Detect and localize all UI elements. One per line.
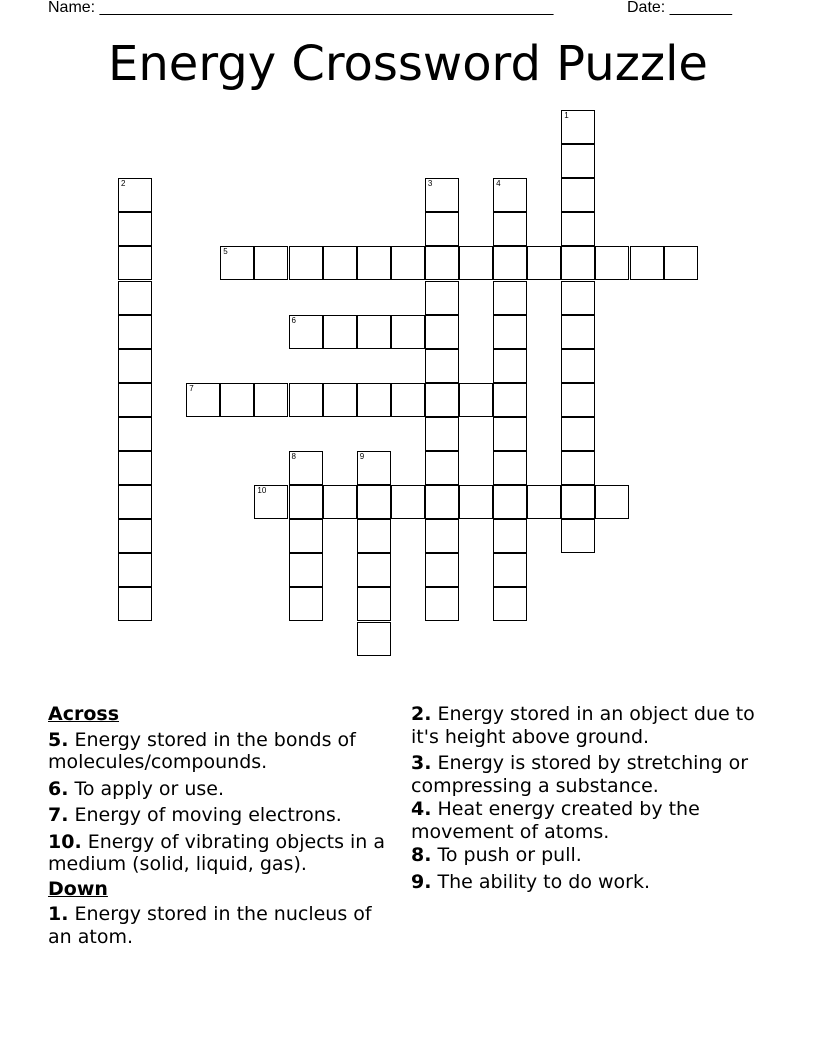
crossword-cell[interactable] (561, 451, 595, 485)
crossword-cell[interactable] (357, 519, 391, 553)
crossword-cell[interactable] (425, 587, 459, 621)
crossword-cell[interactable] (561, 281, 595, 315)
crossword-cell[interactable] (493, 519, 527, 553)
clue-across-5 (48, 729, 393, 774)
crossword-cell[interactable] (630, 246, 664, 280)
crossword-cell[interactable] (289, 383, 323, 417)
crossword-cell[interactable] (493, 417, 527, 451)
crossword-cell[interactable] (561, 144, 595, 178)
crossword-cell[interactable] (289, 315, 323, 349)
crossword-cell[interactable] (561, 246, 595, 280)
clues-column-right (411, 703, 756, 897)
crossword-cell[interactable] (289, 485, 323, 519)
crossword-cell[interactable] (357, 246, 391, 280)
crossword-cell[interactable] (527, 485, 561, 519)
cell-number: 1 (564, 111, 569, 120)
cell-number: 10 (257, 486, 267, 496)
crossword-cell[interactable] (595, 246, 629, 280)
clues-column-left (48, 703, 393, 952)
clue-text: Energy of vibrating objects in a medium (solid, liquid, gas). (48, 830, 386, 875)
crossword-cell[interactable] (493, 587, 527, 621)
clue-number: 9. (411, 870, 432, 893)
page-title: Energy Crossword Puzzle (108, 36, 708, 92)
crossword-cell[interactable] (289, 519, 323, 553)
clue-down-1 (48, 903, 393, 948)
crossword-cell[interactable] (357, 485, 391, 519)
crossword-cell[interactable] (357, 383, 391, 417)
name-field-label: Name: ___________________________________________________ (48, 0, 554, 16)
crossword-cell[interactable] (561, 383, 595, 417)
crossword-cell[interactable] (561, 417, 595, 451)
clue-down-3 (411, 752, 756, 797)
crossword-cell[interactable] (425, 349, 459, 383)
crossword-cell[interactable] (118, 485, 152, 519)
crossword-cell[interactable] (527, 246, 561, 280)
crossword-cell[interactable] (493, 553, 527, 587)
crossword-cell[interactable] (425, 178, 459, 212)
crossword-cell[interactable] (561, 178, 595, 212)
crossword-cell[interactable] (118, 451, 152, 485)
clue-number: 4. (411, 798, 432, 820)
crossword-cell[interactable] (357, 553, 391, 587)
crossword-cell[interactable] (493, 451, 527, 485)
crossword-cell[interactable] (391, 315, 425, 349)
clue-number: 8. (411, 844, 432, 866)
crossword-cell[interactable] (289, 451, 323, 485)
crossword-cell[interactable] (493, 281, 527, 315)
cell-number: 3 (427, 179, 433, 189)
crossword-cell[interactable] (391, 246, 425, 280)
crossword-cell[interactable] (425, 485, 459, 519)
crossword-cell[interactable] (425, 519, 459, 553)
clue-across-7 (48, 804, 393, 827)
clue-number: 2. (411, 703, 432, 725)
crossword-cell[interactable] (357, 451, 391, 485)
crossword-cell[interactable] (459, 485, 493, 519)
crossword-cell[interactable] (425, 246, 459, 280)
crossword-cell[interactable] (459, 383, 493, 417)
crossword-cell[interactable] (561, 519, 595, 553)
crossword-cell[interactable] (425, 315, 459, 349)
crossword-cell[interactable] (254, 246, 288, 280)
crossword-cell[interactable] (664, 246, 698, 280)
crossword-cell[interactable] (493, 315, 527, 349)
clue-across-10 (48, 831, 393, 876)
crossword-cell[interactable] (118, 281, 152, 315)
crossword-cell[interactable] (561, 349, 595, 383)
date-field-label: Date: _______ (627, 0, 732, 16)
crossword-cell[interactable] (493, 349, 527, 383)
crossword-cell[interactable] (220, 246, 254, 280)
crossword-cell[interactable] (118, 246, 152, 280)
crossword-cell[interactable] (118, 212, 152, 246)
crossword-cell[interactable] (118, 519, 152, 553)
clue-down-8 (411, 844, 756, 867)
crossword-cell[interactable] (391, 485, 425, 519)
clue-text: Energy of moving electrons. (74, 804, 342, 826)
crossword-cell[interactable] (357, 587, 391, 621)
crossword-cell[interactable] (425, 417, 459, 451)
crossword-cell[interactable] (561, 315, 595, 349)
clue-number: 5. (48, 728, 69, 751)
clue-text: The ability to do work. (437, 870, 651, 893)
crossword-cell[interactable] (118, 383, 152, 417)
clue-text: Energy stored in the nucleus of an atom. (48, 903, 372, 948)
crossword-cell[interactable] (425, 212, 459, 246)
crossword-cell[interactable] (254, 485, 288, 519)
crossword-cell[interactable] (186, 383, 220, 417)
crossword-cell[interactable] (118, 315, 152, 349)
crossword-cell[interactable] (493, 178, 527, 212)
crossword-cell[interactable] (425, 281, 459, 315)
clue-down-2 (411, 703, 756, 748)
crossword-cell[interactable] (493, 485, 527, 519)
crossword-cell[interactable] (323, 315, 357, 349)
crossword-cell[interactable] (561, 110, 595, 144)
clue-text: Energy is stored by stretching or compressing a substance. (411, 752, 749, 797)
crossword-cell[interactable] (357, 315, 391, 349)
crossword-cell[interactable] (493, 383, 527, 417)
clue-number: 7. (48, 804, 69, 826)
cell-number: 8 (291, 452, 296, 461)
clue-number: 3. (411, 752, 432, 774)
crossword-cell[interactable] (254, 383, 288, 417)
clue-text: Energy stored in the bonds of molecules/compounds. (48, 728, 356, 773)
crossword-cell[interactable] (118, 417, 152, 451)
crossword-cell[interactable] (493, 246, 527, 280)
clue-number: 10. (48, 830, 82, 853)
cell-number: 4 (496, 179, 501, 189)
crossword-cell[interactable] (357, 622, 391, 656)
clue-number: 1. (48, 903, 69, 925)
crossword-cell[interactable] (289, 246, 323, 280)
cell-number: 2 (121, 179, 126, 189)
cell-number: 6 (291, 315, 296, 325)
crossword-cell[interactable] (289, 553, 323, 587)
crossword-cell[interactable] (118, 553, 152, 587)
crossword-cell[interactable] (118, 349, 152, 383)
crossword-cell[interactable] (595, 485, 629, 519)
clue-number: 6. (48, 777, 69, 800)
crossword-cell[interactable] (459, 246, 493, 280)
cell-number: 7 (189, 383, 194, 393)
cell-number: 9 (359, 452, 365, 461)
crossword-cell[interactable] (561, 485, 595, 519)
crossword-cell[interactable] (289, 587, 323, 621)
cell-number: 5 (223, 247, 228, 257)
clue-across-6 (48, 778, 393, 801)
crossword-cell[interactable] (118, 178, 152, 212)
crossword-cell[interactable] (220, 383, 254, 417)
crossword-cell[interactable] (323, 383, 357, 417)
crossword-cell[interactable] (561, 212, 595, 246)
clue-text: Heat energy created by the movement of atoms. (411, 798, 700, 843)
crossword-cell[interactable] (425, 451, 459, 485)
crossword-cell[interactable] (425, 553, 459, 587)
crossword-cell[interactable] (493, 212, 527, 246)
crossword-cell[interactable] (118, 587, 152, 621)
clue-down-9 (411, 871, 756, 894)
crossword-cell[interactable] (323, 246, 357, 280)
down-heading: Down (48, 877, 108, 900)
clue-down-4 (411, 798, 756, 843)
clue-text: To push or pull. (437, 844, 582, 866)
crossword-cell[interactable] (391, 383, 425, 417)
clue-text: To apply or use. (74, 777, 225, 800)
crossword-cell[interactable] (323, 485, 357, 519)
crossword-cell[interactable] (425, 383, 459, 417)
across-heading: Across (48, 703, 120, 725)
clue-text: Energy stored in an object due to it's height above ground. (411, 703, 755, 748)
